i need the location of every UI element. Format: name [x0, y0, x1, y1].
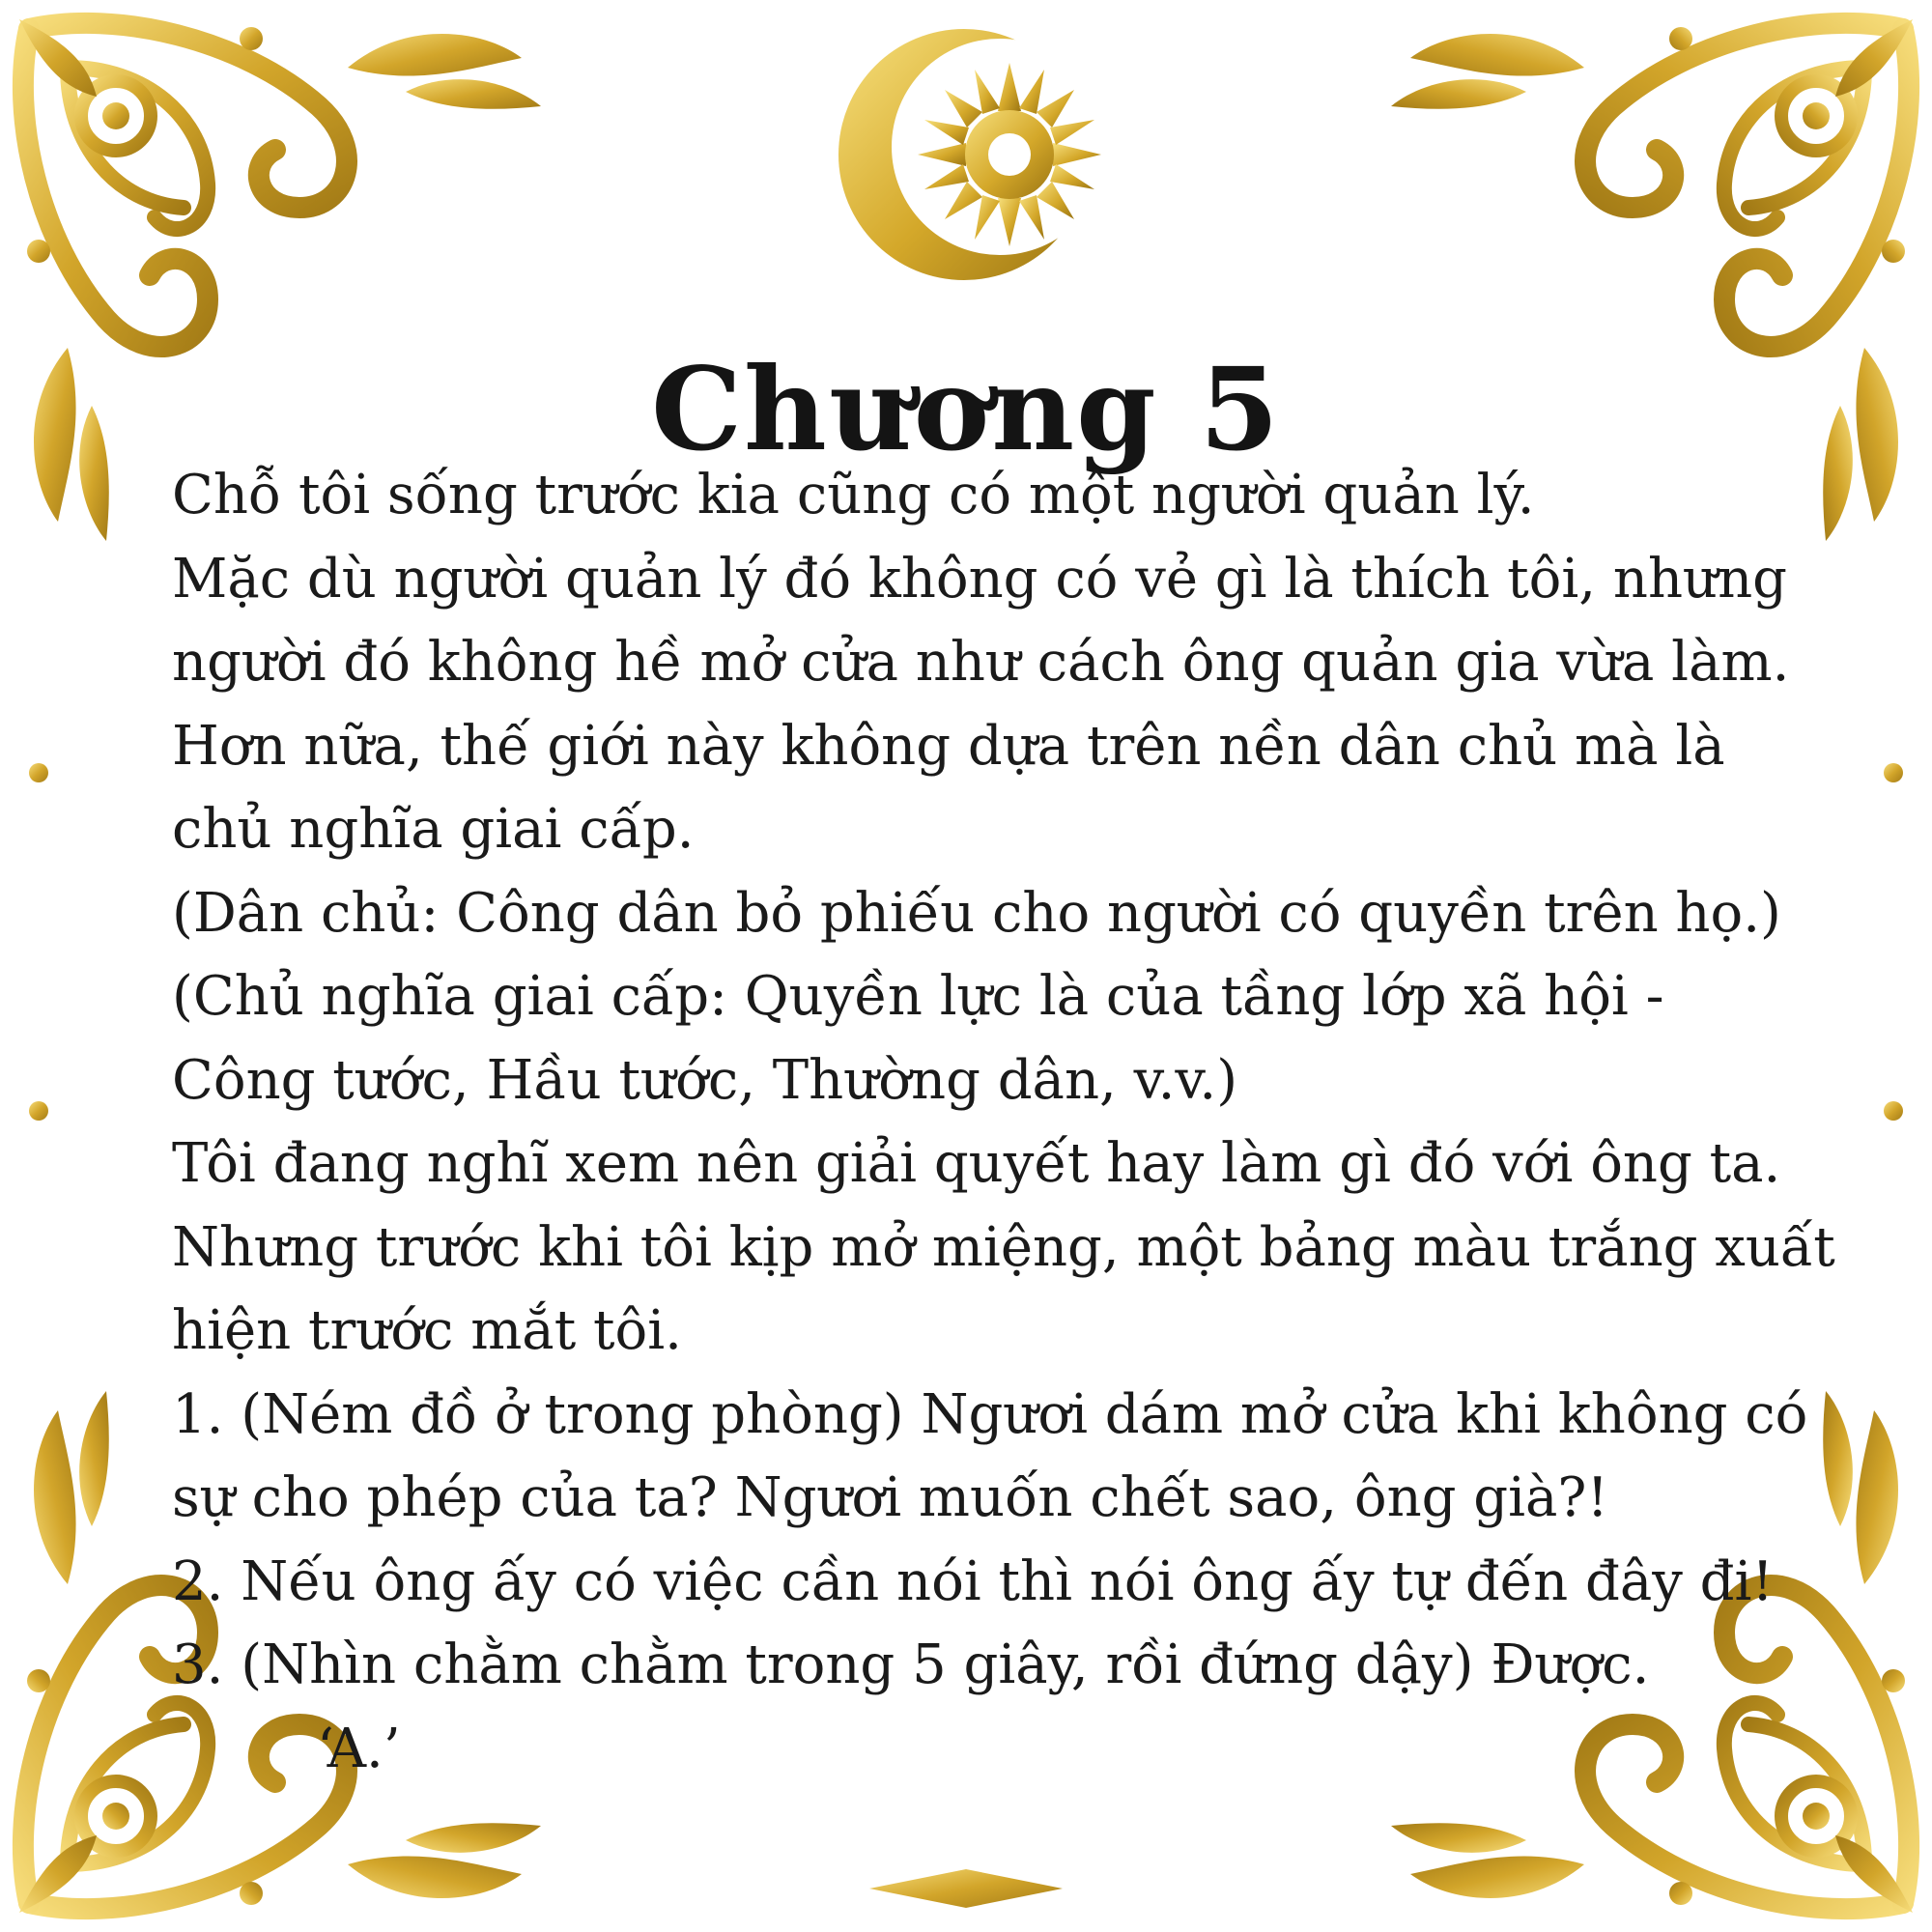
text-line: Nhưng trước khi tôi kịp mở miệng, một bảng màu trắng xuất	[172, 1215, 1835, 1279]
dialogue-line: ‘A.’	[317, 1717, 401, 1780]
choice-line: sự cho phép của ta? Ngươi muốn chết sao, ông già?!	[172, 1466, 1608, 1529]
choice-line: 3. (Nhìn chằm chằm trong 5 giây, rồi đứng dậy) Được.	[172, 1634, 1650, 1696]
choice-line: 1. (Ném đồ ở trong phòng) Ngươi dám mở cửa khi không có	[172, 1382, 1808, 1446]
text-line: Hơn nữa, thế giới này không dựa trên nền dân chủ mà là	[172, 714, 1725, 778]
choice-line: 2. Nếu ông ấy có việc cần nói thì nói ông ấy tự đến đây đi!	[172, 1549, 1774, 1613]
text-line: Mặc dù người quản lý đó không có vẻ gì là thích tôi, nhưng	[172, 547, 1787, 611]
text-line: Chỗ tôi sống trước kia cũng có một người quản lý.	[172, 464, 1535, 526]
chapter-body-text	[172, 454, 1872, 1791]
text-line: Công tước, Hầu tước, Thường dân, v.v.)	[172, 1048, 1238, 1112]
crescent-moon-sun-icon	[831, 19, 1121, 299]
text-line: (Dân chủ: Công dân bỏ phiếu cho người có quyền trên họ.)	[172, 881, 1781, 945]
text-line: chủ nghĩa giai cấp.	[172, 798, 695, 861]
text-line: Tôi đang nghĩ xem nên giải quyết hay làm gì đó với ông ta.	[172, 1132, 1781, 1195]
text-line: (Chủ nghĩa giai cấp: Quyền lực là của tầng lớp xã hội -	[172, 965, 1664, 1028]
chapter-title: Chương 5	[651, 342, 1281, 477]
text-line: người đó không hề mở cửa như cách ông quản gia vừa làm.	[172, 631, 1790, 694]
text-line: hiện trước mắt tôi.	[172, 1299, 682, 1362]
